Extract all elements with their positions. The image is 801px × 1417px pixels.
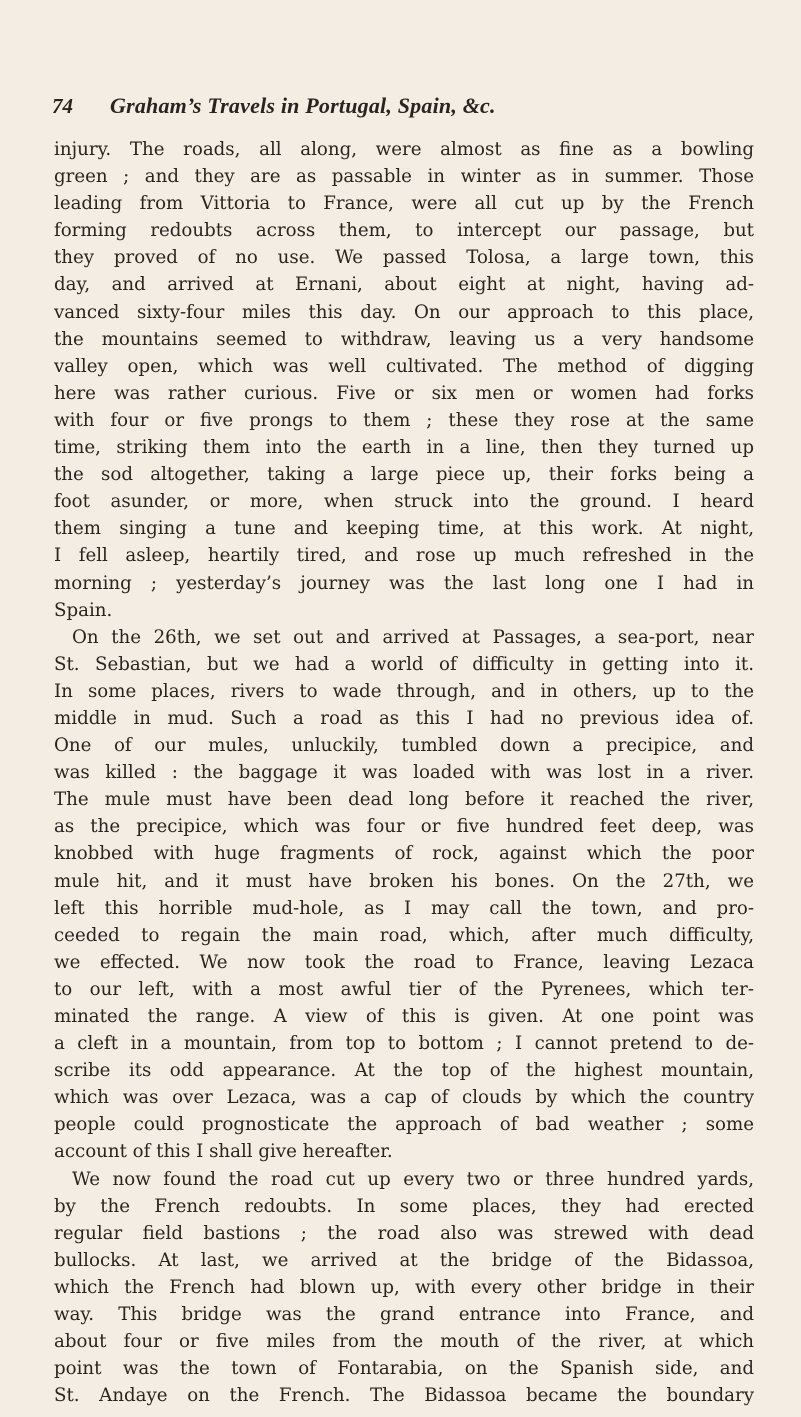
text-line: ceeded to regain the main road, which, after much difficulty, [54,924,754,946]
text-line: which was over Lezaca, was a cap of clouds by which the country [54,1087,754,1109]
text-line: The mule must have been dead long before it reached the river, [54,789,754,811]
text-line: I fell asleep, heartily tired, and rose up much refreshed in the [54,545,754,567]
paragraph [54,624,754,1166]
page-number: 74 [52,94,73,118]
text-line: day, and arrived at Ernani, about eight at night, having ad- [54,274,754,296]
text-line: the mountains seemed to withdraw, leaving us a very handsome [54,328,754,350]
text-line: by the French redoubts. In some places, they had erected [54,1195,754,1217]
text-line: vanced sixty-four miles this day. On our approach to this place, [54,301,754,323]
text-line: which the French had blown up, with every other bridge in their [54,1276,754,1298]
text-line: to our left, with a most awful tier of the Pyrenees, which ter- [54,978,754,1000]
text-line: point was the town of Fontarabia, on the Spanish side, and [54,1358,754,1380]
text-line: a cleft in a mountain, from top to bottom ; I cannot pretend to de- [54,1033,754,1055]
text-line: We now found the road cut up every two or three hundred yards, [72,1168,754,1190]
text-line: here was rather curious. Five or six men or women had forks [54,382,754,404]
text-line: valley open, which was well cultivated. The method of digging [54,355,754,377]
text-line: they proved of no use. We passed Tolosa, a large town, this [54,247,754,269]
text-line: about four or five miles from the mouth of the river, at which [54,1331,754,1353]
text-line: account of this I shall give hereafter. [54,1141,393,1163]
text-line: minated the range. A view of this is given. At one point was [54,1006,754,1027]
text-line: with four or five prongs to them ; these they rose at the same [54,409,754,431]
text-line: the sod altogether, taking a large piece up, their forks being a [54,464,754,486]
text-line: St. Sebastian, but we had a world of difficulty in getting into it. [54,653,754,675]
text-line: way. This bridge was the grand entrance into France, and [54,1304,754,1326]
text-line: mule hit, and it must have broken his bones. On the 27th, we [54,870,754,892]
text-line: we effected. We now took the road to France, leaving Lezaca [54,951,754,973]
text-line: left this horrible mud-hole, as I may call the town, and pro- [54,897,754,919]
text-line: On the 26th, we set out and arrived at Passages, a sea-port, near [72,626,754,648]
running-title: Graham’s Travels in Portugal, Spain, &c. [110,93,496,118]
paragraph [54,1166,754,1410]
text-line: bullocks. At last, we arrived at the bridge of the Bidassoa, [54,1249,754,1271]
text-line: knobbed with huge fragments of rock, against which the poor [54,843,754,865]
paragraph [54,136,754,624]
text-line: people could prognosticate the approach of bad weather ; some [54,1114,754,1136]
text-line: In some places, rivers to wade through, and in others, up to the [54,680,754,702]
text-line: middle in mud. Such a road as this I had no previous idea of. [54,707,754,729]
text-line: scribe its odd appearance. At the top of the highest mountain, [54,1060,754,1082]
running-head [52,93,752,123]
body-text [54,136,754,1409]
text-line: One of our mules, unluckily, tumbled down a precipice, and [54,735,754,757]
text-line: them singing a tune and keeping time, at this work. At night, [54,518,754,540]
text-line: injury. The roads, all along, were almost as fine as a bowling [54,139,754,160]
text-line: regular field bastions ; the road also was strewed with dead [54,1222,754,1244]
text-line: green ; and they are as passable in winter as in summer. Those [54,166,754,188]
text-line: leading from Vittoria to France, were all cut up by the French [54,193,754,215]
text-line: Spain. [54,599,113,621]
text-line: St. Andaye on the French. The Bidassoa became the boundary [54,1385,754,1407]
text-line: was killed : the baggage it was loaded with was lost in a river. [54,762,754,784]
text-line: morning ; yesterday’s journey was the last long one I had in [54,572,754,594]
text-line: time, striking them into the earth in a line, then they turned up [54,437,754,459]
text-line: as the precipice, which was four or five hundred feet deep, was [54,816,754,838]
text-line: foot asunder, or more, when struck into the ground. I heard [54,491,754,513]
text-line: forming redoubts across them, to intercept our passage, but [54,220,754,242]
